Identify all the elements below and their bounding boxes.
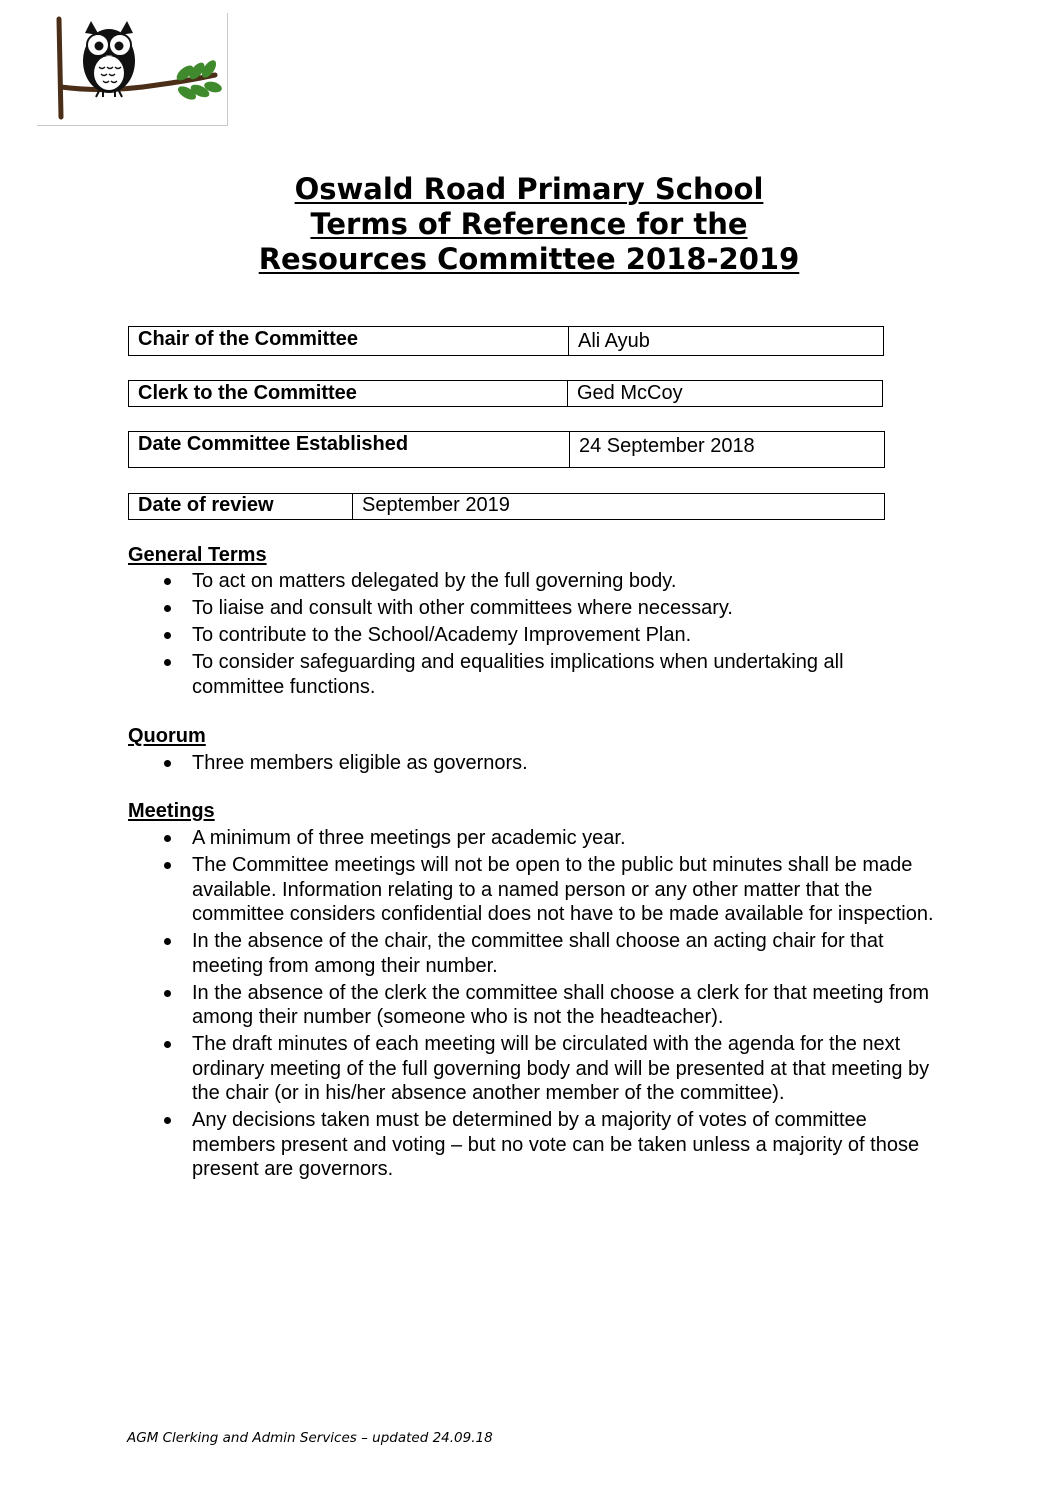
clerk-label: Clerk to the Committee (129, 381, 568, 406)
general-terms-list (128, 569, 938, 702)
list-item: To contribute to the School/Academy Improvement Plan. (128, 623, 938, 648)
bullet-icon (164, 578, 171, 585)
list-item: In the absence of the chair, the committee shall choose an acting chair for that meeting from among their number. (128, 929, 938, 978)
title-line-1: Oswald Road Primary School (294, 172, 764, 206)
chair-row (128, 326, 884, 356)
list-item: The Committee meetings will not be open to the public but minutes shall be made available. Information relating to a named person or any other matter that the committee considers confidential does not have to be made available for inspection. (128, 853, 938, 927)
bullet-icon (164, 605, 171, 612)
chair-value: Ali Ayub (578, 330, 650, 352)
bullet-icon (164, 659, 171, 666)
title-line-3: Resources Committee 2018-2019 (258, 242, 800, 276)
bullet-icon (164, 990, 171, 997)
chair-label: Chair of the Committee (129, 327, 569, 355)
clerk-value: Ged McCoy (577, 382, 683, 404)
list-item: In the absence of the clerk the committee shall choose a clerk for that meeting from among their number (someone who is not the headteacher). (128, 981, 938, 1030)
owl-on-branch-icon (37, 13, 228, 126)
list-item: The draft minutes of each meeting will be circulated with the agenda for the next ordinary meeting of the full governing body and will be presented at that meeting by the chair (or in his/her absence another member of the committee). (128, 1032, 938, 1106)
established-label: Date Committee Established (129, 432, 570, 467)
review-value: September 2019 (362, 494, 510, 516)
meetings-list (128, 826, 938, 1184)
title-line-2: Terms of Reference for the (310, 207, 748, 241)
document-title (0, 172, 1058, 277)
general-terms-heading: General Terms (128, 544, 267, 566)
bullet-icon (164, 760, 171, 767)
page-footer: AGM Clerking and Admin Services – updated 24.09.18 (127, 1430, 493, 1446)
bullet-icon (164, 1117, 171, 1124)
list-item: To liaise and consult with other committees where necessary. (128, 596, 938, 621)
list-item: Three members eligible as governors. (128, 751, 938, 776)
list-item: Any decisions taken must be determined by a majority of votes of committee members present and voting – but no vote can be taken unless a majority of those present are governors. (128, 1108, 938, 1182)
meetings-heading: Meetings (128, 800, 215, 822)
bullet-icon (164, 632, 171, 639)
list-item: To act on matters delegated by the full governing body. (128, 569, 938, 594)
established-value: 24 September 2018 (579, 435, 755, 457)
list-item: A minimum of three meetings per academic year. (128, 826, 938, 851)
list-item: To consider safeguarding and equalities implications when undertaking all committee functions. (128, 650, 938, 699)
established-row (128, 431, 885, 468)
bullet-icon (164, 1041, 171, 1048)
review-label: Date of review (129, 494, 353, 519)
bullet-icon (164, 835, 171, 842)
quorum-heading: Quorum (128, 725, 206, 747)
bullet-icon (164, 862, 171, 869)
bullet-icon (164, 938, 171, 945)
quorum-list (128, 751, 938, 778)
clerk-row (128, 380, 883, 407)
school-logo (37, 13, 228, 126)
review-row (128, 493, 885, 520)
